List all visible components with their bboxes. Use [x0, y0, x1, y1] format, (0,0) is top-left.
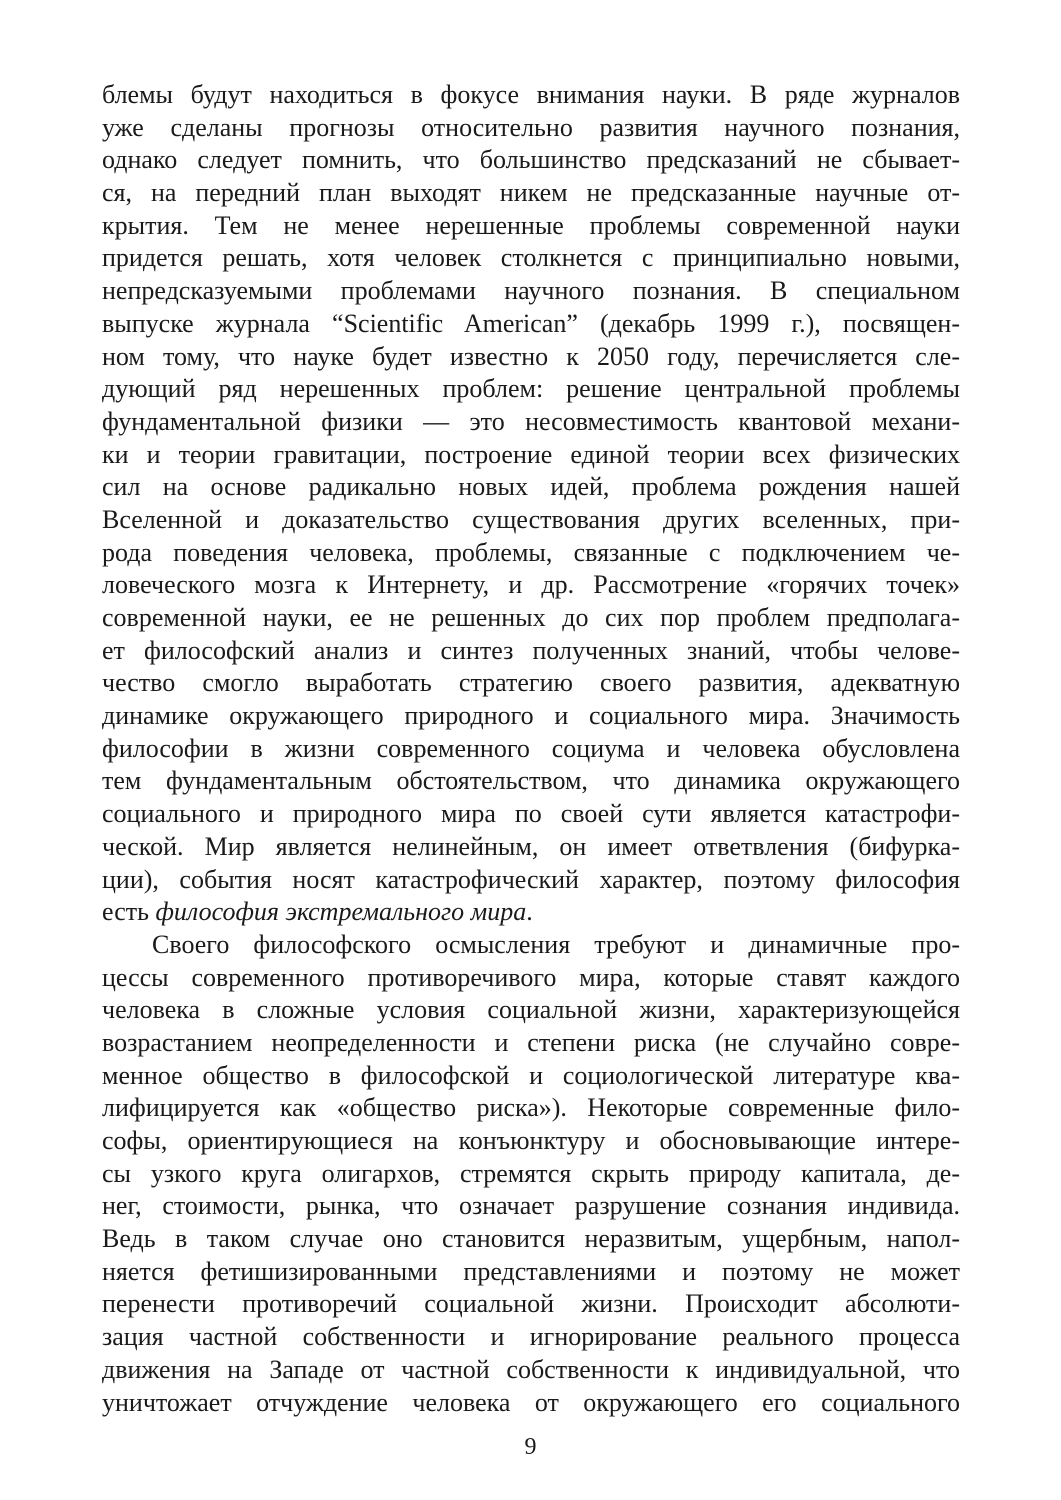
- text-line: цессы современного противоречивого мира, которые ставят каждого: [102, 962, 960, 992]
- text-line: ет философский анализ и синтез полученных знаний, чтобы челове-: [102, 635, 960, 665]
- last-line-suffix: .: [526, 897, 533, 927]
- text-line: ловеческого мозга к Интернету, и др. Рассмотрение «горячих точек»: [102, 570, 960, 600]
- text-line: уже сделаны прогнозы относительно развития научного познания,: [102, 112, 960, 142]
- text-line: Вселенной и доказательство существования других вселенных, при-: [102, 504, 960, 534]
- text-line: непредсказуемыми проблемами научного познания. В специальном: [102, 276, 960, 306]
- paragraph-1: [102, 79, 960, 896]
- text-line: няется фетишизированными представлениями и поэтому не может: [102, 1256, 960, 1286]
- emphasized-term: философия экстремального мира: [155, 897, 527, 927]
- text-line: софы, ориентирующиеся на конъюнктуру и обосновывающие интере-: [102, 1126, 960, 1155]
- body-text: [102, 79, 960, 1419]
- text-line: человека в сложные условия социальной жизни, характеризующейся: [102, 995, 960, 1025]
- text-line: философии в жизни современного социума и человека обусловлена: [102, 733, 960, 763]
- text-line: крытия. Тем не менее нерешенные проблемы современной науки: [102, 210, 960, 240]
- text-line: ном тому, что науке будет известно к 2050 году, перечисляется сле-: [102, 341, 960, 371]
- page-number: 9: [524, 1434, 537, 1460]
- text-line: зация частной собственности и игнорирование реального процесса: [102, 1322, 960, 1352]
- text-line: придется решать, хотя человек столкнется с принципиально новыми,: [102, 243, 960, 273]
- text-line: фундаментальной физики — это несовместимость квантовой механи-: [102, 406, 960, 436]
- text-line: чество смогло выработать стратегию своего развития, адекватную: [102, 668, 960, 698]
- text-line: сы узкого круга олигархов, стремятся скрыть природу капитала, де-: [102, 1158, 960, 1188]
- text-line: ся, на передний план выходят никем не предсказанные научные от-: [102, 178, 960, 208]
- text-line: движения на Западе от частной собственности к индивидуальной, что: [102, 1354, 960, 1384]
- text-line: сил на основе радикально новых идей, проблема рождения нашей: [102, 472, 960, 502]
- text-line: ческой. Мир является нелинейным, он имеет ответвления (бифурка-: [102, 831, 960, 861]
- text-line: социального и природного мира по своей сути является катастрофи-: [102, 799, 960, 829]
- last-line-prefix: есть: [102, 897, 156, 927]
- text-line: выпуске журнала “Scientific American” (декабрь 1999 г.), посвящен-: [102, 308, 960, 338]
- text-line: ции), события носят катастрофический характер, поэтому философия: [102, 864, 960, 894]
- text-line: Ведь в таком случае оно становится неразвитым, ущербным, напол-: [102, 1224, 960, 1254]
- text-line: нег, стоимости, рынка, что означает разрушение сознания индивида.: [102, 1191, 960, 1221]
- text-line: возрастанием неопределенности и степени риска (не случайно совре-: [102, 1027, 960, 1057]
- text-line: динамике окружающего природного и социального мира. Значимость: [102, 701, 960, 731]
- paragraph-1-last-line: [102, 896, 960, 929]
- text-line: уничтожает отчуждение человека от окружающего его социального: [102, 1387, 960, 1417]
- text-line: тем фундаментальным обстоятельством, что динамика окружающего: [102, 766, 960, 796]
- text-line: ки и теории гравитации, построение единой теории всех физических: [102, 439, 960, 469]
- text-line: Своего философского осмысления требуют и динамичные про-: [152, 929, 960, 959]
- text-line: лифицируется как «общество риска»). Некоторые современные фило-: [102, 1093, 960, 1123]
- text-line: дующий ряд нерешенных проблем: решение центральной проблемы: [102, 374, 960, 404]
- paragraph-2: [102, 929, 960, 1419]
- text-line: перенести противоречий социальной жизни. Происходит абсолюти-: [102, 1289, 960, 1319]
- text-line: блемы будут находиться в фокусе внимания науки. В ряде журналов: [102, 80, 960, 109]
- text-line: менное общество в философской и социологической литературе ква-: [102, 1060, 960, 1090]
- text-line: современной науки, ее не решенных до сих пор проблем предполага-: [102, 603, 960, 632]
- text-line: рода поведения человека, проблемы, связанные с подключением че-: [102, 537, 960, 567]
- text-line: однако следует помнить, что большинство предсказаний не сбывает-: [102, 145, 960, 175]
